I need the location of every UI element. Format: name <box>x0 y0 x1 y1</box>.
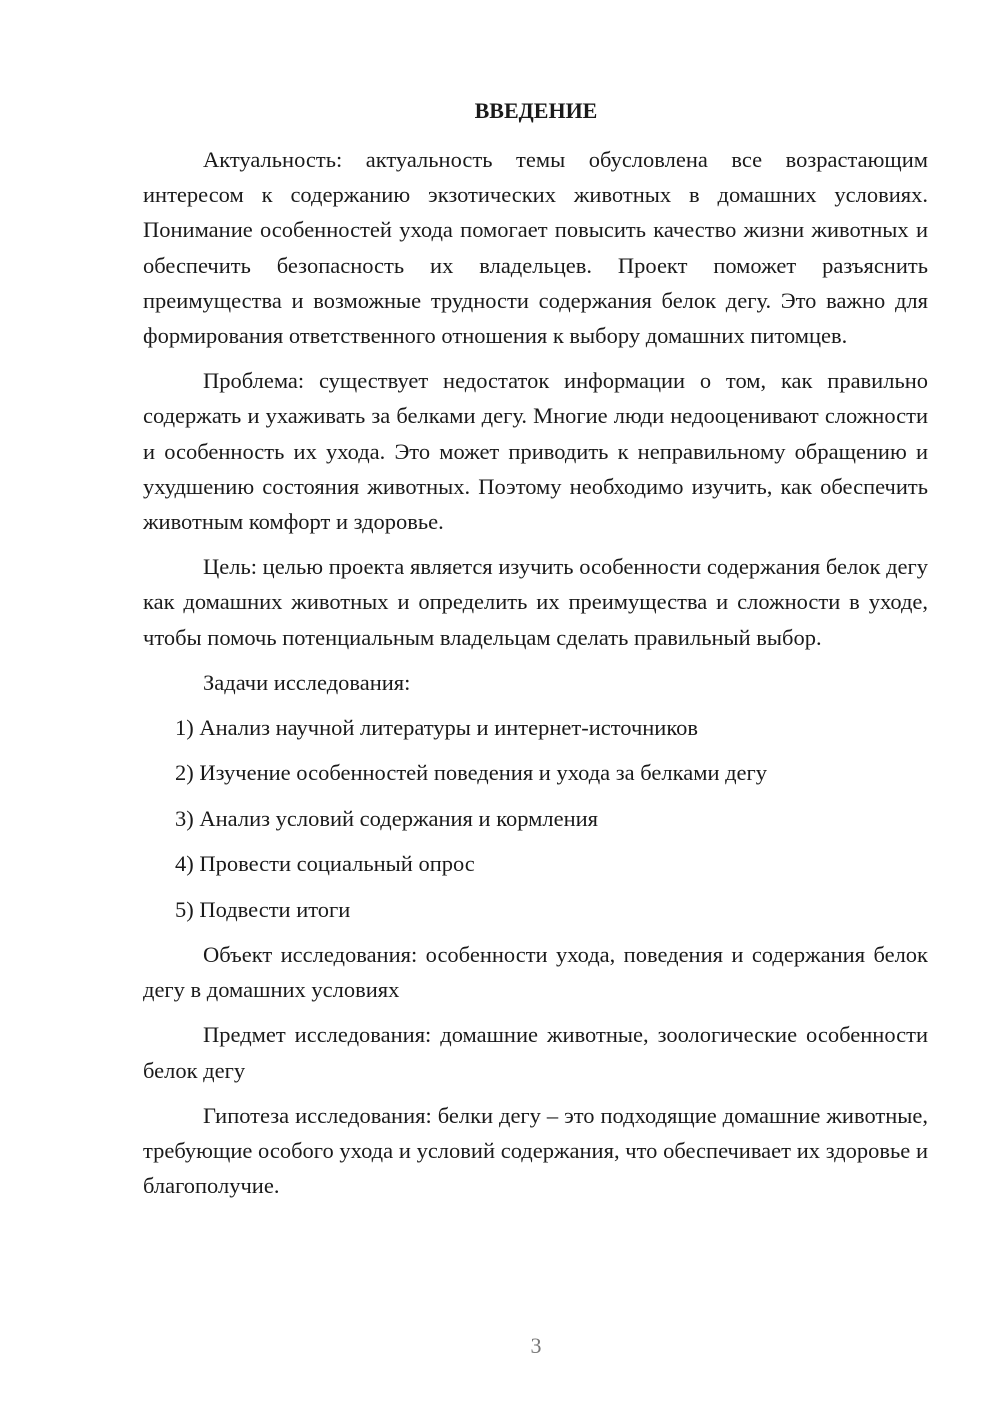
tasks-heading: Задачи исследования: <box>203 669 411 695</box>
goal-paragraph: Цель: целью проекта является изучить особенности содержания белок дегу как домашних животных и определить их преимущества и сложности в уходе, чтобы помочь потенциальным владельцам сделать правильный выбор. <box>143 554 928 650</box>
list-item: 5) Подвести итоги <box>175 896 351 922</box>
tasks-list <box>143 710 928 927</box>
list-item: 4) Провести социальный опрос <box>175 851 475 877</box>
page-number: 3 <box>530 1333 542 1358</box>
object-paragraph: Объект исследования: особенности ухода, поведения и содержания белок дегу в домашних условиях <box>143 942 928 1003</box>
hypothesis-paragraph: Гипотеза исследования: белки дегу – это подходящие домашние животные, требующие особого ухода и условий содержания, что обеспечивает их здоровье и благополучие. <box>143 1102 928 1199</box>
page-title: ВВЕДЕНИЕ <box>474 98 598 123</box>
list-item: 2) Изучение особенностей поведения и ухода за белками дегу <box>175 760 768 786</box>
subject-paragraph: Предмет исследования: домашние животные, зоологические особенности белок дегу <box>143 1022 928 1083</box>
list-item: 3) Анализ условий содержания и кормления <box>175 805 599 831</box>
list-item: 1) Анализ научной литературы и интернет-источников <box>175 715 699 741</box>
document-body <box>143 142 928 1213</box>
problem-paragraph: Проблема: существует недостаток информации о том, как правильно содержать и ухаживать за белками дегу. Многие люди недооценивают сложности и особенность их ухода. Это может приводить к неправильному обращению и ухудшению состояния животных. Поэтому необходимо изучить, как обеспечить животным комфорт и здоровье. <box>143 368 928 535</box>
relevance-paragraph: Актуальность: актуальность темы обусловлена все возрастающим интересом к содержанию экзотических животных в домашних условиях. Понимание особенностей ухода помогает повысить качество жизни животных и обеспечить безопасность их владельцев. Проект поможет разъяснить преимущества и возможные трудности содержания белок дегу. Это важно для формирования ответственного отношения к выбору домашних питомцев. <box>143 147 928 349</box>
